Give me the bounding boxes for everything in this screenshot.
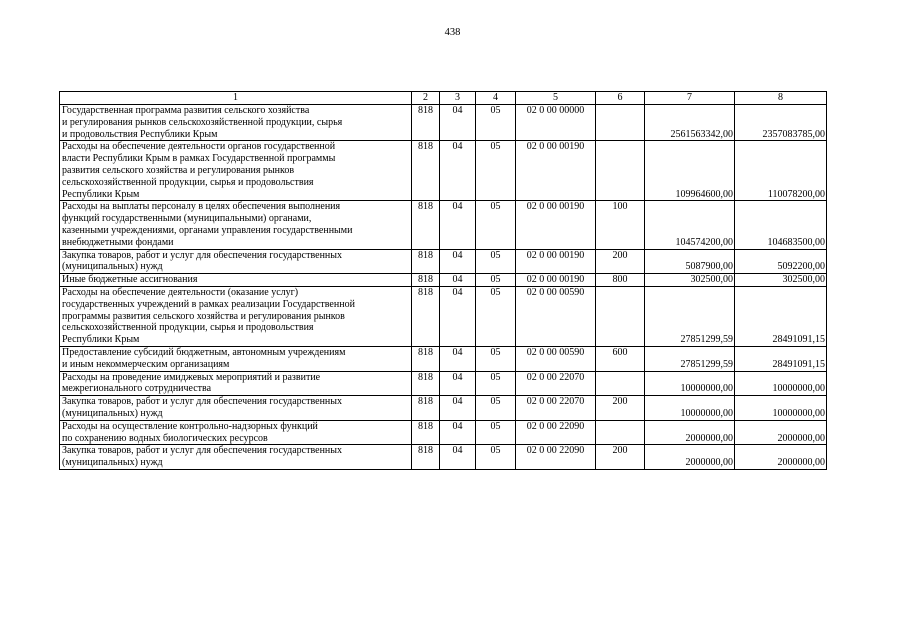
target-article-cell: 02 0 00 22070	[516, 371, 596, 396]
row-name-line: и продовольствия Республики Крым	[62, 128, 218, 140]
subsection-code-cell: 05	[476, 445, 516, 470]
ministry-code-cell: 818	[412, 141, 440, 201]
amount-year2-cell: 28491091,15	[735, 286, 827, 346]
amount-year2-cell: 2000000,00	[735, 420, 827, 445]
row-name-line: Расходы на обеспечение деятельности органов государственной	[62, 141, 336, 153]
ministry-code-cell: 818	[412, 346, 440, 371]
subsection-code-cell: 05	[476, 396, 516, 421]
expense-type-cell: 800	[596, 274, 645, 287]
expense-type-cell	[596, 371, 645, 396]
expense-type-cell: 200	[596, 249, 645, 274]
table-row	[60, 286, 827, 346]
target-article-cell: 02 0 00 22070	[516, 396, 596, 421]
row-name-cell	[60, 346, 412, 371]
row-name-line: власти Республики Крым в рамках Государственной программы	[62, 153, 336, 165]
header-cell: 4	[476, 92, 516, 105]
row-name-line: функций государственными (муниципальными) органами,	[62, 213, 312, 225]
header-row	[60, 92, 827, 105]
row-name-line: сельскохозяйственной продукции, сырья и продовольствия	[62, 322, 314, 334]
amount-year1-cell: 109964600,00	[645, 141, 735, 201]
section-code-cell: 04	[440, 420, 476, 445]
amount-year1-cell: 27851299,59	[645, 346, 735, 371]
ministry-code-cell: 818	[412, 105, 440, 141]
section-code-cell: 04	[440, 105, 476, 141]
section-code-cell: 04	[440, 346, 476, 371]
row-name-cell	[60, 396, 412, 421]
budget-table	[59, 91, 827, 470]
row-name-cell	[60, 274, 412, 287]
section-code-cell: 04	[440, 249, 476, 274]
amount-year2-cell: 2000000,00	[735, 445, 827, 470]
amount-year2-cell: 104683500,00	[735, 201, 827, 249]
target-article-cell: 02 0 00 00190	[516, 141, 596, 201]
row-name-line: Закупка товаров, работ и услуг для обеспечения государственных	[62, 445, 343, 457]
subsection-code-cell: 05	[476, 141, 516, 201]
row-name-line: казенными учреждениями, органами управления государственными	[62, 224, 353, 236]
subsection-code-cell: 05	[476, 346, 516, 371]
amount-year1-cell: 2561563342,00	[645, 105, 735, 141]
table-row	[60, 396, 827, 421]
target-article-cell: 02 0 00 22090	[516, 420, 596, 445]
subsection-code-cell: 05	[476, 286, 516, 346]
table-row	[60, 274, 827, 287]
amount-year1-cell: 104574200,00	[645, 201, 735, 249]
row-name-line: Государственная программа развития сельского хозяйства	[62, 105, 310, 116]
target-article-cell: 02 0 00 00590	[516, 286, 596, 346]
row-name-line: Республики Крым	[62, 188, 140, 200]
table-row	[60, 105, 827, 141]
amount-year2-cell: 302500,00	[735, 274, 827, 287]
ministry-code-cell: 818	[412, 396, 440, 421]
expense-type-cell	[596, 105, 645, 141]
row-name-line: по сохранению водных биологических ресурсов	[62, 432, 268, 444]
ministry-code-cell: 818	[412, 249, 440, 274]
row-name-line: (муниципальных) нужд	[62, 261, 163, 273]
row-name-line: развития сельского хозяйства и регулирования рынков	[62, 164, 295, 176]
table-row	[60, 371, 827, 396]
row-name-line: Республики Крым	[62, 334, 140, 346]
row-name-cell	[60, 105, 412, 141]
header-cell: 2	[412, 92, 440, 105]
amount-year2-cell: 2357083785,00	[735, 105, 827, 141]
subsection-code-cell: 05	[476, 201, 516, 249]
row-name-line: Расходы на проведение имиджевых мероприятий и развитие	[62, 371, 321, 383]
row-name-line: (муниципальных) нужд	[62, 407, 163, 419]
section-code-cell: 04	[440, 371, 476, 396]
expense-type-cell: 100	[596, 201, 645, 249]
header-cell: 5	[516, 92, 596, 105]
expense-type-cell	[596, 420, 645, 445]
target-article-cell: 02 0 00 00000	[516, 105, 596, 141]
row-name-line: Иные бюджетные ассигнования	[62, 274, 198, 286]
table-row	[60, 249, 827, 274]
header-cell: 3	[440, 92, 476, 105]
table-row	[60, 346, 827, 371]
subsection-code-cell: 05	[476, 249, 516, 274]
ministry-code-cell: 818	[412, 201, 440, 249]
amount-year1-cell: 27851299,59	[645, 286, 735, 346]
row-name-cell	[60, 201, 412, 249]
section-code-cell: 04	[440, 286, 476, 346]
amount-year1-cell: 10000000,00	[645, 396, 735, 421]
amount-year2-cell: 28491091,15	[735, 346, 827, 371]
target-article-cell: 02 0 00 00190	[516, 201, 596, 249]
section-code-cell: 04	[440, 141, 476, 201]
section-code-cell: 04	[440, 445, 476, 470]
amount-year1-cell: 5087900,00	[645, 249, 735, 274]
row-name-line: Закупка товаров, работ и услуг для обеспечения государственных	[62, 396, 343, 408]
row-name-cell	[60, 420, 412, 445]
row-name-line: межрегионального сотрудничества	[62, 383, 212, 395]
row-name-cell	[60, 286, 412, 346]
ministry-code-cell: 818	[412, 371, 440, 396]
ministry-code-cell: 818	[412, 274, 440, 287]
target-article-cell: 02 0 00 00590	[516, 346, 596, 371]
header-cell: 7	[645, 92, 735, 105]
row-name-cell	[60, 141, 412, 201]
amount-year1-cell: 2000000,00	[645, 445, 735, 470]
target-article-cell: 02 0 00 00190	[516, 249, 596, 274]
target-article-cell: 02 0 00 22090	[516, 445, 596, 470]
header-cell: 6	[596, 92, 645, 105]
table-row	[60, 445, 827, 470]
table-row	[60, 420, 827, 445]
amount-year1-cell: 2000000,00	[645, 420, 735, 445]
amount-year1-cell: 10000000,00	[645, 371, 735, 396]
subsection-code-cell: 05	[476, 371, 516, 396]
page-number: 438	[444, 27, 461, 38]
row-name-cell	[60, 371, 412, 396]
expense-type-cell	[596, 286, 645, 346]
amount-year2-cell: 10000000,00	[735, 396, 827, 421]
section-code-cell: 04	[440, 396, 476, 421]
table-row	[60, 141, 827, 201]
row-name-line: Расходы на выплаты персоналу в целях обеспечения выполнения	[62, 201, 341, 213]
table-row	[60, 201, 827, 249]
row-name-cell	[60, 445, 412, 470]
amount-year2-cell: 10000000,00	[735, 371, 827, 396]
ministry-code-cell: 818	[412, 420, 440, 445]
row-name-line: и регулирования рынков сельскохозяйственной продукции, сырья	[62, 116, 343, 128]
row-name-line: (муниципальных) нужд	[62, 457, 163, 469]
row-name-line: Расходы на обеспечение деятельности (оказание услуг)	[62, 286, 299, 298]
expense-type-cell: 200	[596, 396, 645, 421]
row-name-line: внебюджетными фондами	[62, 236, 174, 248]
row-name-line: Расходы на осуществление контрольно-надзорных функций	[62, 420, 318, 432]
ministry-code-cell: 818	[412, 286, 440, 346]
amount-year2-cell: 5092200,00	[735, 249, 827, 274]
row-name-line: программы развития сельского хозяйства и регулирования рынков	[62, 310, 345, 322]
expense-type-cell: 600	[596, 346, 645, 371]
row-name-cell	[60, 249, 412, 274]
header-cell: 1	[60, 92, 412, 105]
row-name-line: сельскохозяйственной продукции, сырья и продовольствия	[62, 176, 314, 188]
ministry-code-cell: 818	[412, 445, 440, 470]
section-code-cell: 04	[440, 201, 476, 249]
target-article-cell: 02 0 00 00190	[516, 274, 596, 287]
header-cell: 8	[735, 92, 827, 105]
row-name-line: Предоставление субсидий бюджетным, автономным учреждениям	[62, 346, 346, 358]
subsection-code-cell: 05	[476, 105, 516, 141]
expense-type-cell: 200	[596, 445, 645, 470]
row-name-line: государственных учреждений в рамках реализации Государственной	[62, 298, 355, 310]
table-body	[60, 105, 827, 470]
amount-year2-cell: 110078200,00	[735, 141, 827, 201]
subsection-code-cell: 05	[476, 420, 516, 445]
section-code-cell: 04	[440, 274, 476, 287]
row-name-line: Закупка товаров, работ и услуг для обеспечения государственных	[62, 249, 343, 261]
amount-year1-cell: 302500,00	[645, 274, 735, 287]
subsection-code-cell: 05	[476, 274, 516, 287]
row-name-line: и иным некоммерческим организациям	[62, 358, 230, 370]
expense-type-cell	[596, 141, 645, 201]
